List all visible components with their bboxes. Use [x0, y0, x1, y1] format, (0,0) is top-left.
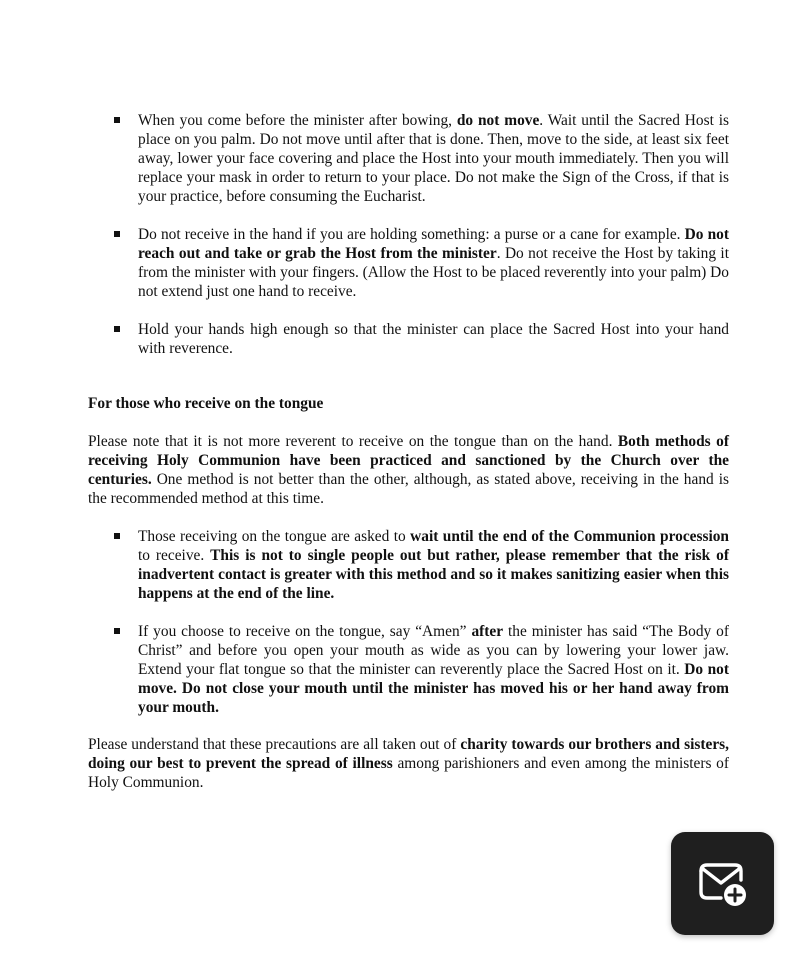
bold-text-run: do not move	[456, 112, 540, 129]
bullet-text	[138, 225, 729, 301]
text-run: Please note that it is not more reverent to receive on the tongue than on the hand.	[88, 433, 618, 450]
text-run: When you come before the minister after bowing,	[138, 112, 457, 129]
text-run: the minister has said “The Body of Christ” and before you open your mouth as wide as you can by lowering your lower jaw. Extend your flat tongue so that the minister can reverently place the Sacred Host on it.	[138, 623, 729, 678]
bullet-text	[138, 622, 729, 717]
bullet-text	[138, 111, 729, 206]
text-run: Those receiving on the tongue are asked to	[138, 528, 411, 545]
bullet-marker	[114, 533, 120, 539]
bold-text-run: Do not reach out and take or grab the Host from the minister	[138, 226, 729, 262]
bullet-text	[138, 320, 729, 358]
bullet-marker	[114, 117, 120, 123]
bold-text-run: wait until the end of the Communion procession	[410, 528, 729, 545]
section-heading: For those who receive on the tongue	[88, 395, 324, 412]
bold-text-run: after	[471, 623, 504, 640]
bold-text-run: charity towards our brothers and sisters, doing our best to prevent the spread of illness	[88, 736, 729, 772]
text-run: . Wait until the Sacred Host is place on you palm. Do not move until after that is done. Then, move to the side, at least six feet away, lower your face covering and place the Host into your mouth immediately. Then you will replace your mask in order to return to your place. Do not make the Sign of the Cross, if that is your practice, before consuming the Eucharist.	[138, 112, 729, 205]
mail-add-icon	[695, 856, 751, 912]
bullet-text	[138, 527, 729, 603]
text-run: among parishioners and even among the ministers of Holy Communion.	[88, 755, 729, 791]
text-run: . Do not receive the Host by taking it from the minister with your fingers. (Allow the Host to be placed reverently into your palm) Do not extend just one hand to receive.	[138, 245, 729, 300]
bold-text-run: This is not to single people out but rather, please remember that the risk of inadvertent contact is greater with this method and so it makes sanitizing easier when this happens at the end of the line.	[138, 547, 730, 602]
bullet-marker	[114, 628, 120, 634]
bullet-marker	[114, 231, 120, 237]
closing-paragraph	[88, 735, 729, 792]
bold-text-run: Do not move. Do not close your mouth until the minister has moved his or her hand away from your mouth.	[138, 661, 729, 716]
text-run: to receive.	[138, 547, 211, 564]
text-run: One method is not better than the other, although, as stated above, receiving in the hand is the recommended method at this time.	[88, 471, 729, 507]
bullet-marker	[114, 326, 120, 332]
text-run: Hold your hands high enough so that the minister can place the Sacred Host into your hand with reverence.	[138, 321, 729, 357]
mail-add-button[interactable]	[671, 832, 774, 935]
text-run: If you choose to receive on the tongue, say “Amen”	[138, 623, 472, 640]
intro-paragraph	[88, 432, 729, 508]
text-run: Please understand that these precautions are all taken out of	[88, 736, 461, 753]
bold-text-run: Both methods of receiving Holy Communion have been practiced and sanctioned by the Church over the centuries.	[88, 433, 729, 488]
text-run: Do not receive in the hand if you are holding something: a purse or a cane for example.	[138, 226, 685, 243]
